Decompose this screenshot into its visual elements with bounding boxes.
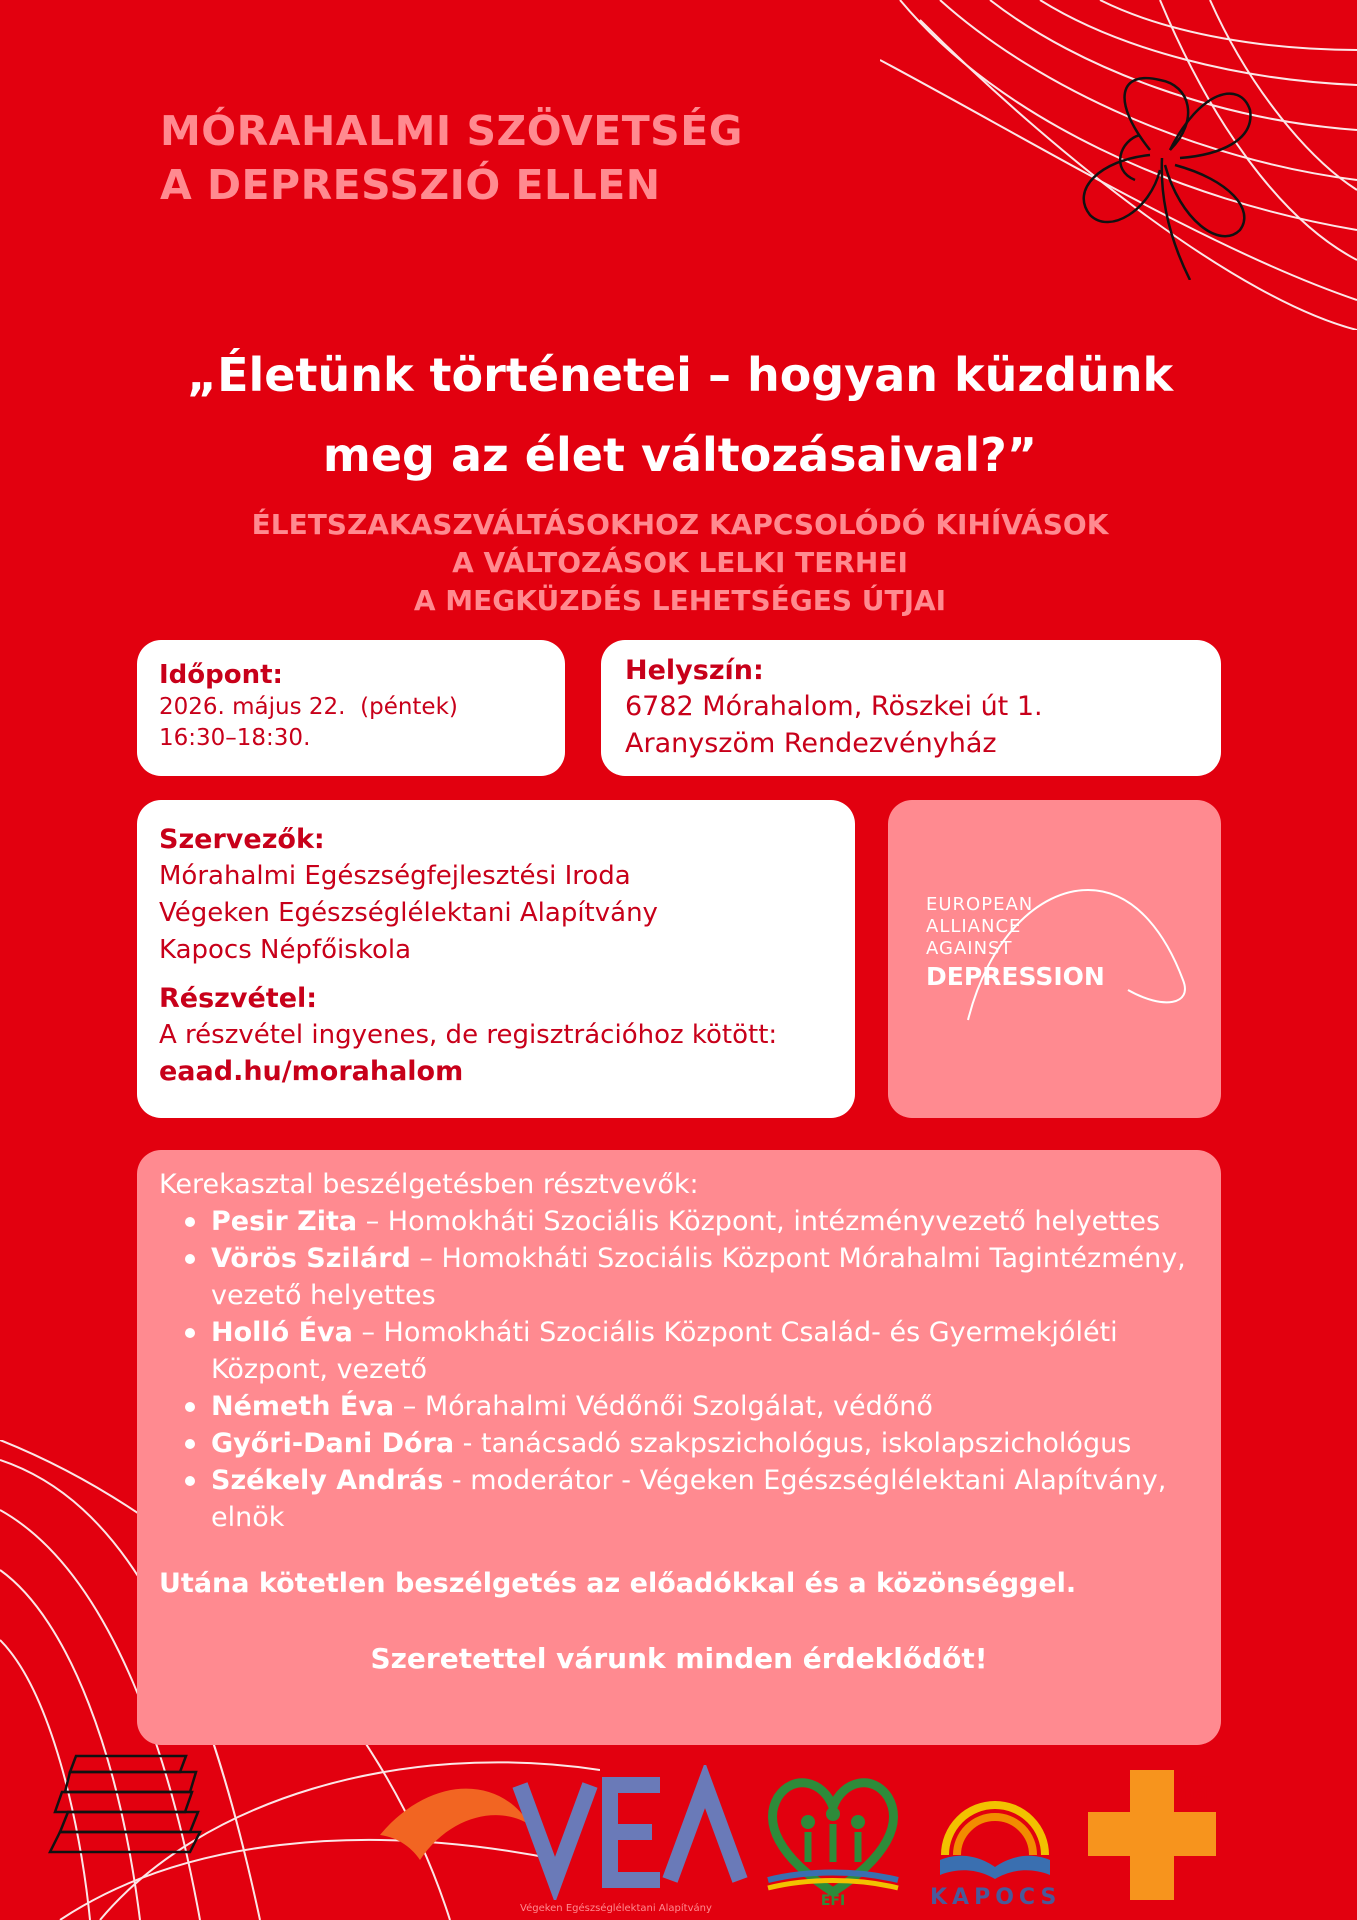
eaad-logo-card	[888, 800, 1221, 1118]
time-date: 2026. május 22. (péntek)	[159, 694, 458, 720]
list-item	[179, 1240, 1199, 1314]
mora-vital-text: Móra Vital	[1173, 1772, 1213, 1803]
participant-role: – Homokháti Szociális Központ, intézményvezető helyettes	[357, 1206, 1161, 1237]
subtitle-line-2: A VÁLTOZÁSOK LELKI TERHEI	[452, 546, 908, 579]
flower-drawing	[1050, 40, 1280, 280]
list-item	[179, 1314, 1199, 1388]
time-label: Időpont:	[159, 660, 283, 690]
list-item	[179, 1462, 1199, 1536]
place-address: 6782 Mórahalom, Röszkei út 1.	[625, 691, 1043, 722]
title-line-1: „Életünk történetei – hogyan küzdünk	[186, 348, 1174, 402]
place-card	[601, 640, 1221, 776]
participation-text: A részvétel ingyenes, de regisztrációhoz kötött:	[159, 1020, 778, 1050]
eaad-line-3: AGAINST	[926, 938, 1013, 959]
list-item	[179, 1388, 1199, 1425]
organizers-label: Szervezők:	[159, 824, 325, 855]
roundtable-panel	[137, 1150, 1221, 1745]
participant-name: Vörös Szilárd	[211, 1243, 411, 1274]
title-line-2: meg az élet változásaival?”	[322, 428, 1038, 482]
time-card	[137, 640, 565, 776]
eaad-line-2: ALLIANCE	[926, 916, 1022, 937]
participant-role: – Homokháti Szociális Központ Család- és Gyermekjóléti Központ, vezető	[211, 1317, 1118, 1385]
participant-role: - moderátor - Végeken Egészséglélektani Alapítvány, elnök	[211, 1465, 1167, 1533]
decorative-lines-top-right	[880, 0, 1357, 330]
organizers-card	[137, 800, 855, 1118]
panel-intro: Kerekasztal beszélgetésben résztvevők:	[159, 1169, 699, 1200]
organizer-item: Mórahalmi Egészségfejlesztési Iroda	[159, 861, 631, 891]
list-item	[179, 1425, 1199, 1462]
org-line-2: A DEPRESSZIÓ ELLEN	[160, 161, 661, 209]
subtitle-line-1: ÉLETSZAKASZVÁLTÁSOKHOZ KAPCSOLÓDÓ KIHÍVÁSOK	[251, 508, 1109, 541]
participant-name: Holló Éva	[211, 1317, 353, 1348]
subtitle-line-3: A MEGKÜZDÉS LEHETSÉGES ÚTJAI	[413, 584, 947, 617]
event-subtitle	[60, 506, 1300, 620]
participant-name: Pesir Zita	[211, 1206, 358, 1237]
place-venue: Aranyszöm Rendezvényház	[625, 728, 997, 759]
books-drawing	[40, 1752, 210, 1862]
participation-label: Részvétel:	[159, 983, 318, 1014]
organization-title	[160, 104, 743, 212]
participant-name: Székely András	[211, 1465, 444, 1496]
participant-role: – Homokháti Szociális Központ Mórahalmi Tagintézmény, vezető helyettes	[211, 1243, 1186, 1311]
participant-name: Németh Éva	[211, 1391, 395, 1422]
vea-caption: Végeken Egészséglélektani Alapítvány	[520, 1903, 712, 1914]
eaad-line-1: EUROPEAN	[926, 894, 1034, 915]
organizer-item: Kapocs Népfőiskola	[159, 935, 412, 965]
participant-role: - tanácsadó szakpszichológus, iskolapszichológus	[454, 1428, 1132, 1459]
time-hours: 16:30–18:30.	[159, 725, 311, 751]
organizer-item: Végeken Egészséglélektani Alapítvány	[159, 898, 658, 928]
participant-list	[179, 1203, 1199, 1536]
participant-role: – Mórahalmi Védőnői Szolgálat, védőnő	[394, 1391, 933, 1422]
after-discussion-note: Utána kötetlen beszélgetés az előadókkal és a közönséggel.	[159, 1568, 1077, 1599]
welcome-message: Szeretettel várunk minden érdeklődőt!	[370, 1642, 988, 1675]
participant-name: Győri-Dani Dóra	[211, 1428, 455, 1459]
org-line-1: MÓRAHALMI SZÖVETSÉG	[160, 107, 743, 155]
registration-link[interactable]: eaad.hu/morahalom	[159, 1056, 464, 1087]
list-item	[179, 1203, 1199, 1240]
event-title	[60, 335, 1300, 495]
eaad-logo-text	[926, 894, 1105, 994]
place-label: Helyszín:	[625, 655, 764, 686]
kapocs-logo-text: KAPOCS	[930, 1885, 1062, 1910]
kapocs-logo	[925, 1765, 1065, 1880]
vea-logo	[370, 1765, 750, 1900]
efi-logo	[758, 1762, 908, 1910]
eaad-line-4: DEPRESSION	[926, 962, 1105, 991]
efi-logo-text: EFI	[820, 1893, 846, 1909]
